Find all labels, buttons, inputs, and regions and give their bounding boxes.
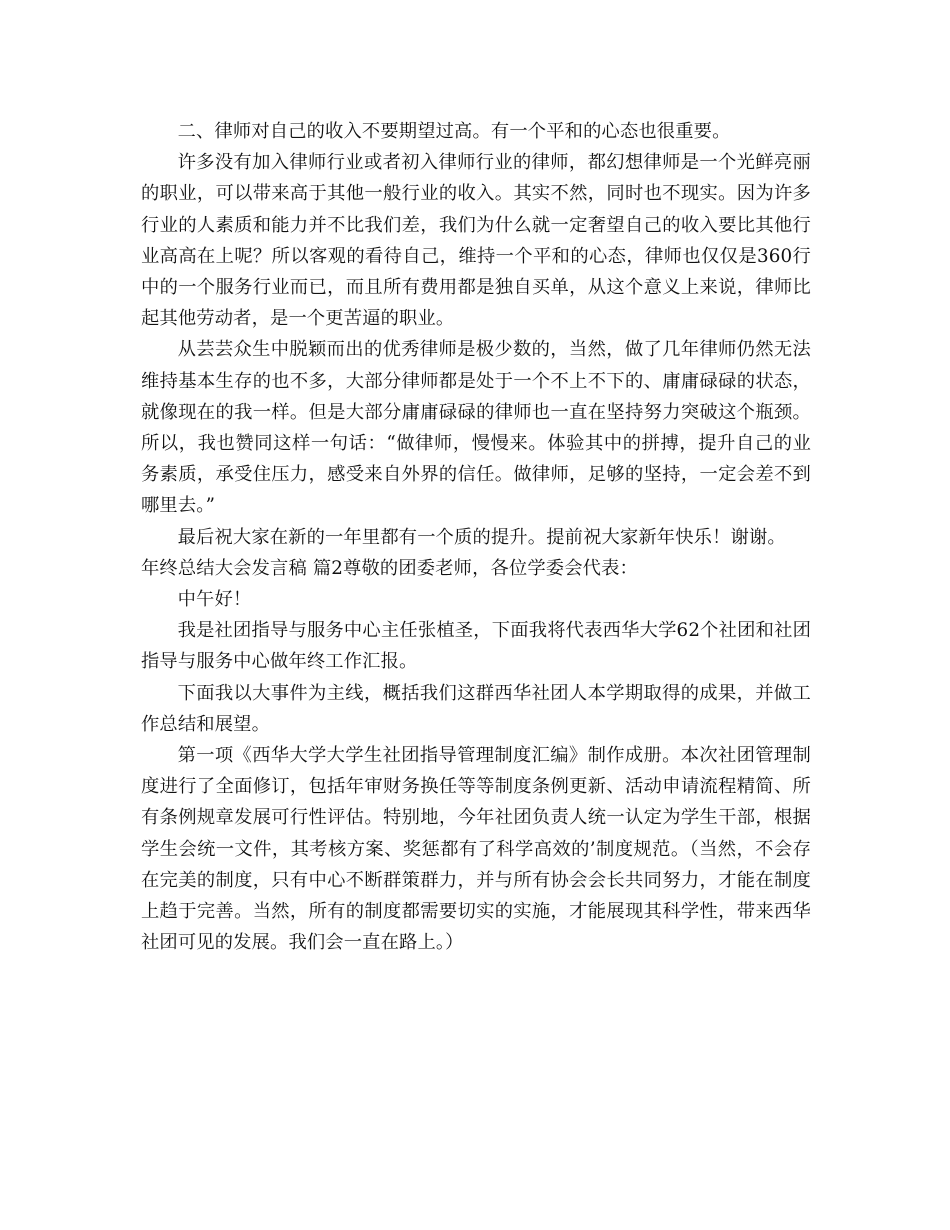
paragraph-lawyer-income-heading: 二、律师对自己的收入不要期望过高。有一个平和的心态也很重要。 (177, 121, 731, 142)
paragraph-excellent-lawyers: 从芸芸众生中脱颖而出的优秀律师是极少数的，当然，做了几年律师仍然无法维持基本生存的也不多，大部分律师都是处于一个不上不下的、庸庸碌碌的状态，就像现在的我一样。但是大部分庸庸碌碌的律师也一直在坚持努力突破这个瓶颈。所以，我也赞同这样一句话：“做律师，慢慢来。体验其中的拼搏，提升自己的业务素质，承受住压力，感受来自外界的信任。做律师，足够的坚持，一定会差不到哪里去。” (141, 339, 811, 517)
paragraph-lawyer-income: 许多没有加入律师行业或者初入律师行业的律师，都幻想律师是一个光鲜亮丽的职业，可以带来高于其他一般行业的收入。其实不然，同时也不现实。因为许多行业的人素质和能力并不比我们差，我们为什么就一定奢望自己的收入要比其他行业高高在上呢？所以客观的看待自己，维持一个平和的心态，律师也仅仅是360行中的一个服务行业而已，而且所有费用都是独自买单，从这个意义上来说，律师比起其他劳动者，是一个更苦逼的职业。 (141, 152, 811, 330)
document-body (141, 116, 811, 958)
paragraph-self-introduction: 我是社团指导与服务中心主任张植圣，下面我将代表西华大学62个社团和社团指导与服务中心做年终工作汇报。 (141, 620, 811, 673)
paragraph-speech-title: 年终总结大会发言稿 篇2尊敬的团委老师，各位学委会代表： (141, 557, 638, 579)
paragraph-summary-intro: 下面我以大事件为主线，概括我们这群西华社团人本学期取得的成果，并做工作总结和展望。 (141, 682, 811, 735)
paragraph-new-year-wishes: 最后祝大家在新的一年里都有一个质的提升。提前祝大家新年快乐！谢谢。 (177, 526, 786, 548)
paragraph-first-item: 第一项《西华大学大学生社团指导管理制度汇编》制作成册。本次社团管理制度进行了全面修订，包括年审财务换任等等制度条例更新、活动申请流程精简、所有条例规章发展可行性评估。特别地，今年社团负责人统一认定为学生干部，根据学生会统一文件，其考核方案、奖惩都有了科学高效的’制度规范。（当然，不会存在完美的制度，只有中心不断群策群力，并与所有协会会长共同努力，才能在制度上趋于完善。当然，所有的制度都需要切实的实施，才能展现其科学性，带来西华社团可见的发展。我们会一直在路上。） (141, 745, 811, 954)
paragraph-greeting: 中午好！ (177, 589, 252, 611)
